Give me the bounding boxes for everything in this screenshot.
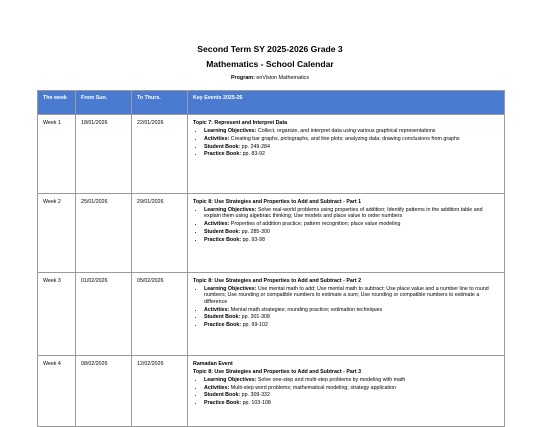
list-item [204, 221, 499, 227]
header-events: Key Events 2025-26 [188, 91, 505, 115]
student-book-label: Student Book: [204, 392, 241, 399]
activities-text: Multi-step word problems; mathematical modeling; strategy application [229, 384, 396, 391]
events-cell [188, 356, 505, 427]
activities-text: Mental math strategies; rounding practice; estimation techniques [229, 306, 383, 313]
list-item [204, 392, 499, 398]
table-row [38, 356, 505, 427]
list-item [204, 314, 499, 320]
from-cell: 08/02/2026 [76, 356, 132, 427]
list-item [204, 207, 499, 220]
header-to: To Thurs. [132, 91, 188, 115]
event-details [193, 286, 499, 329]
page-subtitle: Mathematics - School Calendar [206, 59, 334, 69]
objectives-text: Solve one-step and multi-step problems by modeling with math [256, 376, 406, 383]
activities-label: Activities: [204, 221, 230, 228]
event-details [193, 377, 499, 407]
events-cell [188, 194, 505, 273]
list-item [204, 136, 499, 142]
program-value: enVision Mathematics [254, 75, 310, 81]
practice-book-pages: pp. 103-108 [241, 400, 271, 407]
events-cell [188, 115, 505, 194]
week-cell: Week 4 [38, 356, 76, 427]
list-item [204, 237, 499, 243]
practice-book-label: Practice Book: [204, 151, 242, 158]
to-cell: 22/01/2026 [132, 115, 188, 194]
list-item [204, 229, 499, 235]
list-item [204, 385, 499, 391]
table-header-row [38, 91, 505, 115]
practice-book-label: Practice Book: [204, 400, 242, 407]
student-book-label: Student Book: [204, 143, 241, 150]
activities-label: Activities: [204, 384, 230, 391]
topic-title: Topic 8: Use Strategies and Properties to Add and Subtract - Part 3 [193, 368, 362, 375]
activities-label: Activities: [204, 306, 230, 313]
list-item [204, 322, 499, 328]
objectives-text: Collect, organize, and interpret data using various graphical representations [256, 127, 436, 134]
event-details [193, 128, 499, 158]
calendar-table [37, 90, 505, 427]
practice-book-pages: pp. 99-102 [241, 322, 268, 329]
objectives-label: Learning Objectives: [204, 285, 257, 292]
topic-title: Topic 7: Represent and Interpret Data [193, 120, 288, 126]
week-cell: Week 3 [38, 273, 76, 356]
week-cell: Week 2 [38, 194, 76, 273]
list-item [204, 377, 499, 383]
list-item [204, 286, 499, 305]
topic-title: Topic 8: Use Strategies and Properties to Add and Subtract - Part 1 [193, 199, 362, 205]
table-row [38, 273, 505, 356]
from-cell: 25/01/2026 [76, 194, 132, 273]
student-book-pages: pp. 285-300 [240, 228, 270, 235]
list-item [204, 128, 499, 134]
header-from: From Sun. [76, 91, 132, 115]
student-book-pages: pp. 249-284 [240, 143, 270, 150]
objectives-text: Solve real-world problems using properties of addition; Identify patterns in the addition table and explain them using algebraic thinking; Use models and place value to order numbers [204, 206, 483, 220]
from-cell: 01/02/2026 [76, 273, 132, 356]
header-week: The week [38, 91, 76, 115]
events-cell [188, 273, 505, 356]
activities-text: Creating bar graphs, pictographs, and line plots; analyzing data; drawing conclusions from graphs [229, 135, 460, 142]
table-row [38, 115, 505, 194]
to-cell: 05/02/2026 [132, 273, 188, 356]
list-item [204, 151, 499, 157]
student-book-label: Student Book: [204, 314, 241, 321]
practice-book-pages: pp. 83-92 [241, 151, 265, 158]
activities-label: Activities: [204, 135, 230, 142]
from-cell: 18/01/2026 [76, 115, 132, 194]
student-book-label: Student Book: [204, 228, 241, 235]
objectives-label: Learning Objectives: [204, 206, 257, 213]
objectives-text: Use mental math to add; Use mental math to subtract; Use place value and a number line to round numbers; Use rounding or compatible numbers to estimate a sum; Use rounding or compatible numbers to estimate a difference [204, 285, 489, 305]
week-cell: Week 1 [38, 115, 76, 194]
to-cell: 29/01/2026 [132, 194, 188, 273]
topic-title: Topic 8: Use Strategies and Properties to Add and Subtract - Part 2 [193, 278, 362, 284]
practice-book-pages: pp. 93-98 [241, 236, 265, 243]
practice-book-label: Practice Book: [204, 322, 242, 329]
list-item [204, 307, 499, 313]
student-book-pages: pp. 301-308 [240, 314, 270, 321]
program-label: Program: [230, 75, 255, 81]
objectives-label: Learning Objectives: [204, 127, 257, 134]
activities-text: Properties of addition practice; pattern recognition; place value modeling [229, 221, 401, 228]
to-cell: 12/02/2026 [132, 356, 188, 427]
table-row [38, 194, 505, 273]
list-item [204, 144, 499, 150]
list-item [204, 400, 499, 406]
event-details [193, 207, 499, 243]
page-title: Second Term SY 2025-2026 Grade 3 [197, 44, 343, 54]
objectives-label: Learning Objectives: [204, 376, 257, 383]
practice-book-label: Practice Book: [204, 236, 242, 243]
program-line [0, 75, 540, 81]
student-book-pages: pp. 309-332 [240, 392, 270, 399]
event-title: Ramadan Event [193, 361, 233, 367]
